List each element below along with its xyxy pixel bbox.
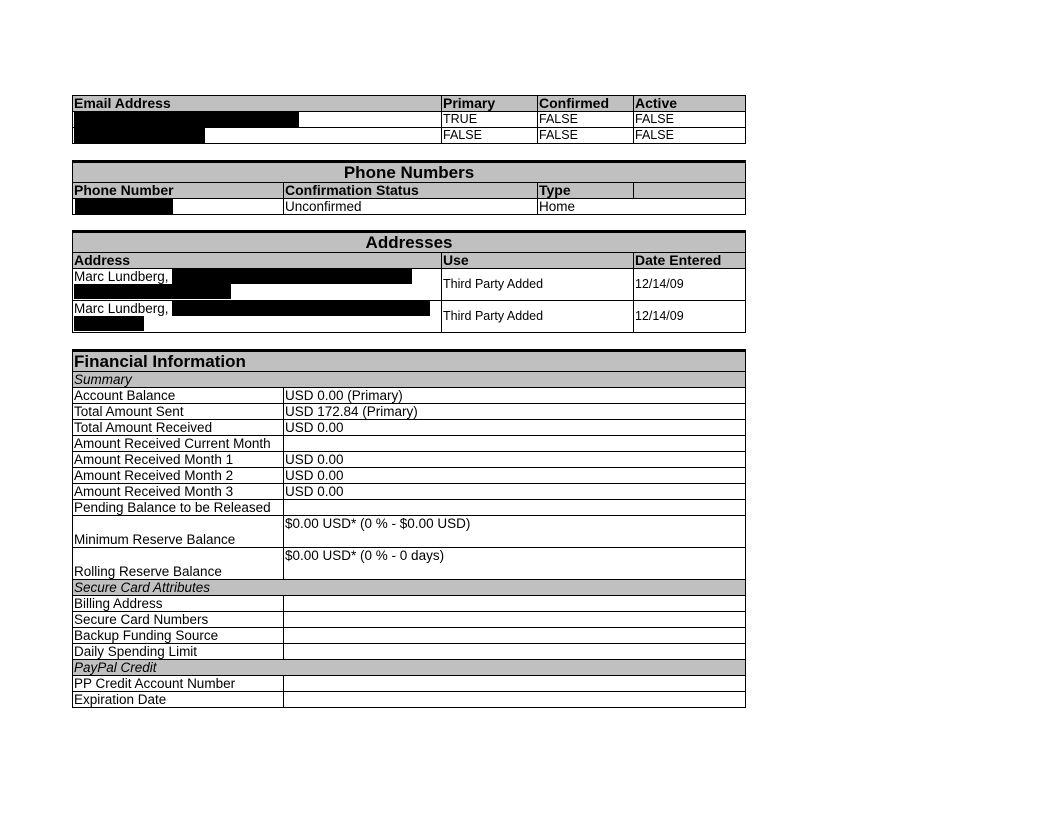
table-row: Total Amount Sent USD 172.84 (Primary) [73, 404, 746, 420]
table-row: TRUE FALSE FALSE [73, 112, 746, 128]
email-header-primary: Primary [442, 96, 538, 112]
phone-header-number: Phone Number [73, 183, 284, 199]
address-table [72, 230, 746, 333]
table-row: Rolling Reserve Balance $0.00 USD* (0 % - 0 days) [73, 548, 746, 580]
table-row: Expiration Date [73, 692, 746, 708]
table-row: Amount Received Current Month [73, 436, 746, 452]
table-row: Amount Received Month 2 USD 0.00 [73, 468, 746, 484]
table-row: Secure Card Numbers [73, 612, 746, 628]
table-row: Marc Lundberg, Third Party Added 12/14/09 [73, 301, 746, 333]
redacted-phone [73, 199, 284, 215]
phone-header-status: Confirmation Status [284, 183, 538, 199]
redacted-email [73, 128, 442, 144]
redacted-email [73, 112, 442, 128]
phone-section-title: Phone Numbers [73, 162, 746, 183]
table-row: Backup Funding Source [73, 628, 746, 644]
email-header-confirmed: Confirmed [538, 96, 634, 112]
financial-section-title: Financial Information [73, 351, 746, 372]
phone-table [72, 160, 746, 215]
table-row: Pending Balance to be Released [73, 500, 746, 516]
table-row: Amount Received Month 3 USD 0.00 [73, 484, 746, 500]
table-row: Billing Address [73, 596, 746, 612]
address-header-use: Use [442, 253, 634, 269]
secure-card-section-label: Secure Card Attributes [73, 580, 746, 596]
address-header-address: Address [73, 253, 442, 269]
table-row: PP Credit Account Number [73, 676, 746, 692]
address-section-title: Addresses [73, 232, 746, 253]
table-row: Amount Received Month 1 USD 0.00 [73, 452, 746, 468]
email-header-active: Active [634, 96, 746, 112]
table-row: Unconfirmed Home [73, 199, 746, 215]
email-header-address: Email Address [73, 96, 442, 112]
phone-header-type: Type [538, 183, 634, 199]
paypal-credit-section-label: PayPal Credit [73, 660, 746, 676]
table-row: Daily Spending Limit [73, 644, 746, 660]
table-row: FALSE FALSE FALSE [73, 128, 746, 144]
table-row: Minimum Reserve Balance $0.00 USD* (0 % - $0.00 USD) [73, 516, 746, 548]
email-table [72, 95, 746, 144]
table-row: Total Amount Received USD 0.00 [73, 420, 746, 436]
summary-section-label: Summary [73, 372, 746, 388]
table-row: Marc Lundberg, Third Party Added 12/14/09 [73, 269, 746, 301]
address-header-date: Date Entered [634, 253, 746, 269]
financial-table [72, 349, 746, 708]
table-row: Account Balance USD 0.00 (Primary) [73, 388, 746, 404]
